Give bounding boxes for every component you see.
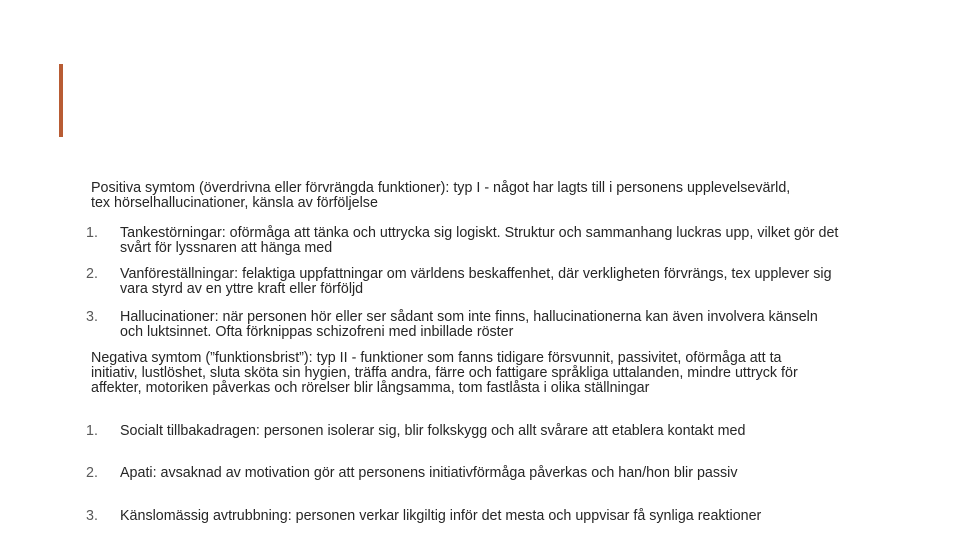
- list-number: 1.: [86, 423, 98, 439]
- positive-symptoms-intro: Positiva symtom (överdrivna eller förvrängda funktioner): typ I - något har lagts till i personens upplevelsevärld, tex hörselhallucinationer, känsla av förföljelse: [91, 180, 791, 211]
- negative-symptoms-intro: Negativa symtom (”funktionsbrist”): typ II - funktioner som fanns tidigare försvunnit, passivitet, oförmåga att ta initiativ, lustlöshet, sluta sköta sin hygien, träffa andra, färre och fattigare språkliga uttalanden, mindre uttryck för affekter, motoriken påverkas och rörelser blir långsamma, tom fastlåsta i olika ställningar: [91, 350, 798, 396]
- accent-bar: [59, 64, 63, 137]
- list-number: 3.: [86, 309, 98, 325]
- list-text: Hallucinationer: när personen hör eller ser sådant som inte finns, hallucinationerna kan även involvera känseln och luktsinnet. Ofta förknippas schizofreni med inbillade röster: [120, 309, 818, 340]
- list-number: 2.: [86, 266, 98, 282]
- list-text: Tankestörningar: oförmåga att tänka och uttrycka sig logiskt. Struktur och sammanhang luckras upp, vilket gör det svårt för lyssnaren att hänga med: [120, 225, 839, 256]
- list-number: 1.: [86, 225, 98, 241]
- list-text: Känslomässig avtrubbning: personen verkar likgiltig inför det mesta och uppvisar få synliga reaktioner: [120, 508, 762, 524]
- list-text: Apati: avsaknad av motivation gör att personens initiativförmåga påverkas och han/hon blir passiv: [120, 465, 738, 481]
- list-number: 2.: [86, 465, 98, 481]
- list-number: 3.: [86, 508, 98, 524]
- list-text: Vanföreställningar: felaktiga uppfattningar om världens beskaffenhet, där verkligheten förvrängs, tex upplever sig vara styrd av en yttre kraft eller förföljd: [120, 266, 832, 297]
- list-text: Socialt tillbakadragen: personen isolerar sig, blir folkskygg och allt svårare att etablera kontakt med: [120, 423, 746, 439]
